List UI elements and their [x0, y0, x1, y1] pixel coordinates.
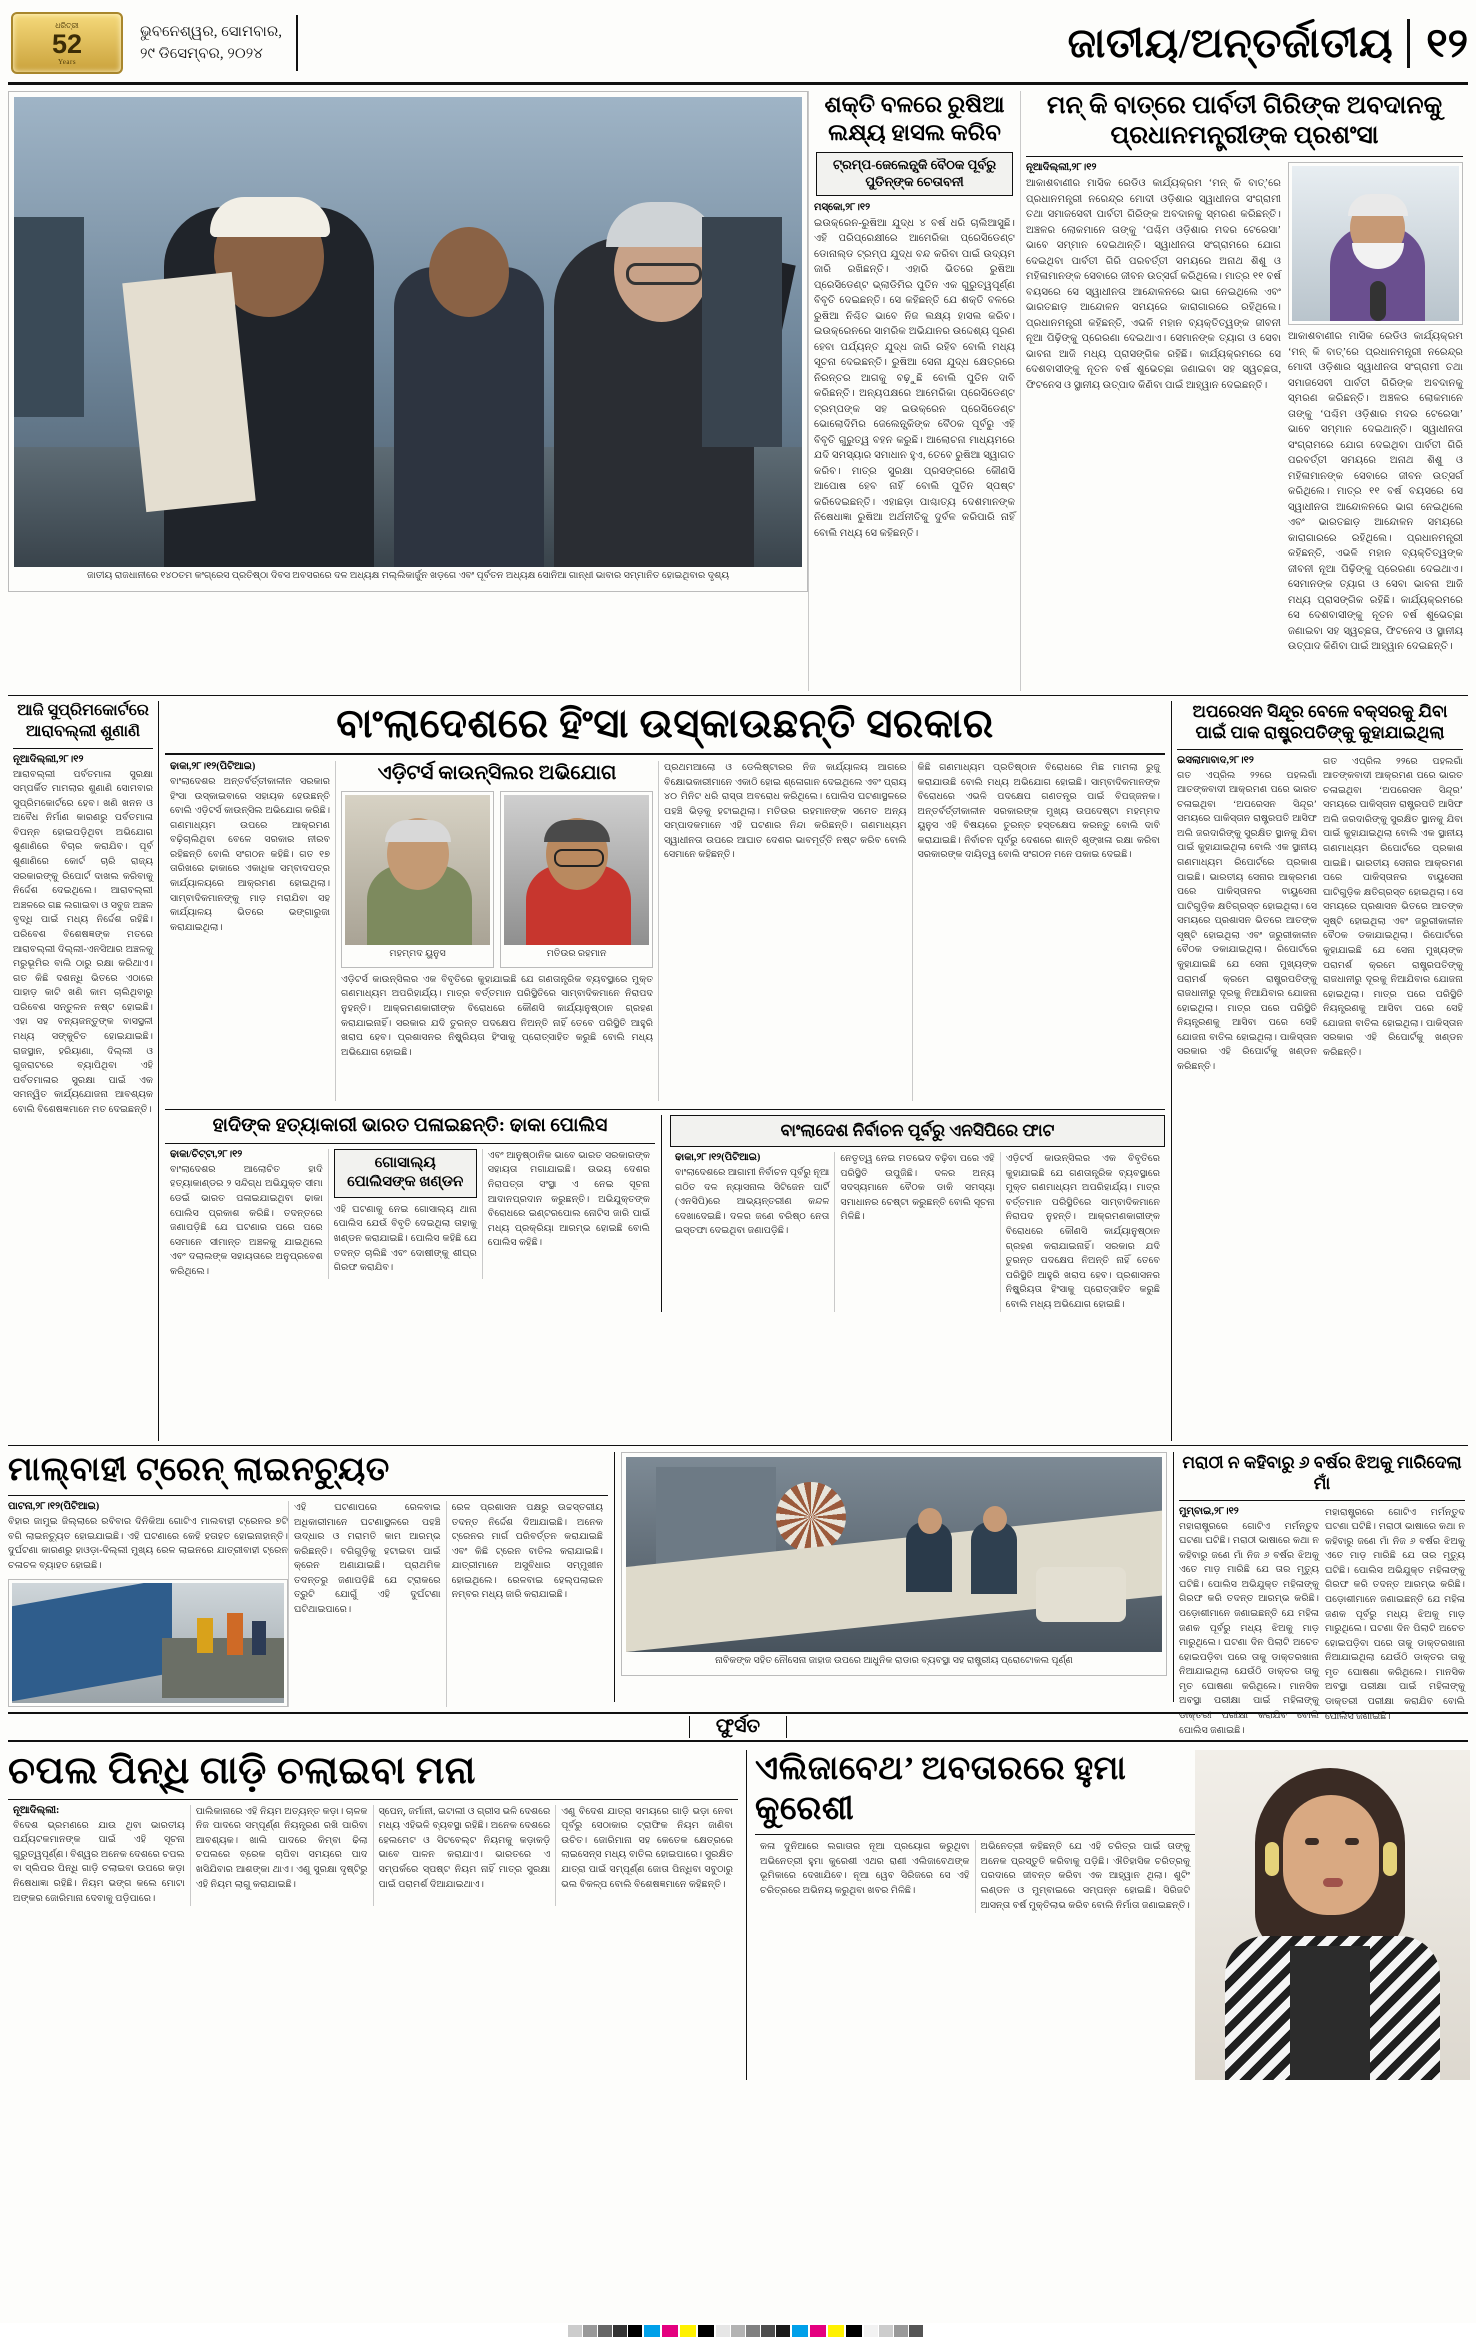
story-putin-subhead: ଟ୍ରମ୍ପ-ଜେଲେନ୍ସ୍କି ବୈଠକ ପୂର୍ବରୁ ପୁତିନ୍‌ଙ୍କ ଚେତାବନୀ: [816, 152, 1013, 196]
fursat-left-headline: ଚପଲ ପିନ୍ଧି ଗାଡ଼ି ଚଲାଇବା ମନା: [8, 1750, 476, 1792]
logo-title: ଧରିତ୍ରୀ: [55, 20, 79, 30]
swatch-cyan: [644, 2325, 660, 2337]
story-aravalli-body: ଆରାବଲ୍ଲୀ ପର୍ବତମାଳା ସୁରକ୍ଷା ସମ୍ପର୍କିତ ମାମଲାର ଶୁଣାଣି ସୋମବାର ସୁପ୍ରିମକୋର୍ଟରେ ହେବ। ଖଣି ଖନନ ଓ ଅବୈଧ ନିର୍ମାଣ କାରଣରୁ ପର୍ବତମାଳା ବିପନ୍ନ ହୋଇପଡ଼ିଥିବା ଅଭିଯୋଗ ଶୁଣାଣିରେ ବିଚାର କରାଯିବ। ପୂର୍ବ ଶୁଣାଣିରେ କୋର୍ଟ ଚାରି ରାଜ୍ୟ ସରକାରଙ୍କୁ ରିପୋର୍ଟ ଦାଖଲ କରିବାକୁ ନିର୍ଦ୍ଦେଶ ଦେଇଥିଲେ। ଆରାବଲ୍ଲୀ ଅଞ୍ଚଳରେ ଗଛ ଲଗାଇବା ଓ ସବୁଜ ଅଞ୍ଚଳ ବୃଦ୍ଧି ପାଇଁ ମଧ୍ୟ ନିର୍ଦ୍ଦେଶ ରହିଛି। ପରିବେଶ ବିଶେଷଜ୍ଞଙ୍କ ମତରେ ଆରାବଲ୍ଲୀ ଦିଲ୍ଲୀ-ଏନସିଆର ଅଞ୍ଚଳକୁ ମରୁଭୂମିର ବାଲି ଠାରୁ ରକ୍ଷା କରିଥାଏ। ଗତ କିଛି ଦଶନ୍ଧି ଭିତରେ ଏଠାରେ ପାହାଡ଼ କାଟି ଖଣି କାମ ଚାଲିଥିବାରୁ ପରିବେଶ ସନ୍ତୁଳନ ନଷ୍ଟ ହୋଇଛି। ଏହା ସହ ବନ୍ୟଜନ୍ତୁଙ୍କ ବାସସ୍ଥଳୀ ମଧ୍ୟ ସଙ୍କୁଚିତ ହୋଇଯାଇଛି। ରାଜସ୍ଥାନ, ହରିୟାଣା, ଦିଲ୍ଲୀ ଓ ଗୁଜରାଟରେ ବ୍ୟାପିଥିବା ଏହି ପର୍ବତମାଳାର ସୁରକ୍ଷା ପାଇଁ ଏକ ସମନ୍ୱିତ କାର୍ଯ୍ୟଯୋଜନା ଆବଶ୍ୟକ ବୋଲି ବିଶେଷଜ୍ଞମାନେ ମତ ଦେଇଛନ୍ତି।: [13, 768, 153, 1115]
print-registration-bar: [0, 2323, 1476, 2339]
fursat-band-title: ଫୁର୍ସତ: [689, 1716, 787, 1738]
fursat-left-dateline: ନୂଆଦିଲ୍ଲୀ:: [13, 1804, 60, 1816]
story-hadi-col2: ଏବଂ ଆନୁଷ୍ଠାନିକ ଭାବେ ଭାରତ ସରକାରଙ୍କ ସହାୟତା ମଗାଯାଇଛି। ଉଭୟ ଦେଶର ନିରାପତ୍ତା ସଂସ୍ଥା ଏ ନେଇ ସୂଚନା ଆଦାନପ୍ରଦାନ କରୁଛନ୍ତି। ଅଭିଯୁକ୍ତଙ୍କ ବିରୋଧରେ ଇଣ୍ଟରପୋଲ ନୋଟିସ ଜାରି ପାଇଁ ମଧ୍ୟ ପ୍ରକ୍ରିୟା ଆରମ୍ଭ ହୋଇଛି ବୋଲି ପୋଲିସ କହିଛି।: [487, 1149, 650, 1249]
story-election: [662, 1115, 1165, 1312]
story-sindoor-headline: ଅପରେସନ ସିନ୍ଦୂର ବେଳେ ବକ୍ସରକୁ ଯିବା ପାଇଁ ପାକ ରାଷ୍ଟ୍ରପତିଙ୍କୁ କୁହାଯାଇଥିଲା: [1192, 702, 1448, 743]
story-hadi-headline: ହାଦିଙ୍କ ହତ୍ୟାକାରୀ ଭାରତ ପଳାଇଛନ୍ତି: ଢାକା ପୋଲିସ: [212, 1115, 608, 1136]
train-photo: [12, 1583, 284, 1703]
story-election-col2: ନେତୃତ୍ୱ ନେଇ ମତଭେଦ ବଢ଼ିବା ପରେ ଏହି ପରିସ୍ଥିତି ଉପୁଜିଛି। ଦଳର ଅନ୍ୟ ସଦସ୍ୟମାନେ ବୈଠକ ଡାକି ସମସ୍ୟା ସମାଧାନର ଚେଷ୍ଟା କରୁଛନ୍ତି ବୋଲି ସୂଚନା ମିଳିଛି।: [840, 1153, 995, 1223]
story-modi-headline: ମନ୍ କି ବାତ୍‌ରେ ପାର୍ବତୀ ଗିରିଙ୍କ ଅବଦାନକୁ ପ୍ରଧାନମନ୍ତ୍ରୀଙ୍କ ପ୍ରଶଂସା: [1046, 92, 1443, 149]
navy-photo-caption: ନାବିକଙ୍କ ସହିତ ନୌସେନା ଜାହାଜ ଉପରେ ଆଧୁନିକ ରାଡାର ବ୍ୟବସ୍ଥା ସହ ରାଷ୍ଟ୍ରୀୟ ପ୍ରୋଟୋକଲ ପୂର୍ଣ୍ଣ: [715, 1656, 1073, 1666]
story-modi-dateline: ନୂଆଦିଲ୍ଲୀ,୨୮।୧୨: [1026, 162, 1097, 173]
section-name: ଜାତୀୟ/ଅନ୍ତର୍ଜାତୀୟ: [1067, 19, 1394, 66]
fursat-left-col1: ବିଦେଶ ଭ୍ରମଣରେ ଯାଉ ଥିବା ଭାରତୀୟ ପର୍ଯ୍ୟଟକମାନଙ୍କ ପାଇଁ ଏହି ସୂଚନା ଗୁରୁତ୍ୱପୂର୍ଣ୍ଣ। ବିଶ୍ୱର ଅନେକ ଦେଶରେ ଚପଲ ବା ସ୍ଲିପର ପିନ୍ଧି ଗାଡ଼ି ଚଲାଇବା ଉପରେ କଡ଼ା ନିଷେଧାଜ୍ଞା ରହିଛି। ନିୟମ ଭଙ୍ଗ କଲେ ମୋଟା ଅଙ୍କର ଜୋରିମାନା ଦେବାକୁ ପଡ଼ିପାରେ।: [13, 1819, 185, 1904]
story-police-body: ଏହି ଘଟଣାକୁ ନେଇ ଗୋସାଲ୍ୟ ଥାନା ପୋଲିସ ଯେଉଁ ବିବୃତି ଦେଇଥିଲା ତାହାକୁ ଖଣ୍ଡନ କରାଯାଇଛି। ପୋଲିସ କହିଛି ଯେ ତଦନ୍ତ ଚାଲିଛି ଏବଂ ଦୋଷୀଙ୍କୁ ଶୀଘ୍ର ଗିରଫ କରାଯିବ।: [333, 1203, 477, 1274]
story-sindoor-dateline: ଇସଲାମାବାଦ,୨୮।୧୨: [1177, 754, 1254, 766]
fursat-right-col1: କଳା ଦୁନିଆରେ ଲଗାତାର ନୂଆ ପ୍ରୟୋଗ କରୁଥିବା ଅଭିନେତ୍ରୀ ହୁମା କୁରେଶୀ ଏଥର ରାଣୀ ଏଲିଜାବେଥଙ୍କ ଭୂମିକାରେ ଦେଖାଯିବେ। ନୂଆ ୱେବ ସିରିଜରେ ସେ ଏହି ଚରିତ୍ରରେ ଅଭିନୟ କରୁଥିବା ଖବର ମିଳିଛି।: [760, 1841, 970, 1896]
story-hadi: [165, 1115, 662, 1312]
navy-photo: [626, 1457, 1162, 1652]
section-header: [1068, 19, 1468, 68]
swatch-black-2: [846, 2325, 862, 2337]
logo-years-label: Years: [57, 57, 77, 66]
masthead: [8, 6, 1468, 85]
story-mother-dateline: ମୁମ୍ବାଇ,୨୮।୧୨: [1179, 1505, 1239, 1517]
story-election-dateline: ଢାକା,୨୮।୧୨(ପିଟିଆଇ): [675, 1152, 761, 1164]
swatch-magenta: [662, 2325, 678, 2337]
story-aravalli-headline: ଆଜି ସୁପ୍ରିମକୋର୍ଟରେ ଆରାବଲ୍ଲୀ ଶୁଣାଣି: [17, 702, 149, 740]
swatch-magenta-2: [810, 2325, 826, 2337]
fursat-left: [8, 1750, 747, 2080]
story-modi: [1020, 91, 1468, 691]
story-bangladesh-col3: ପ୍ରଥମଆଲୋ ଓ ଡେଲିଷ୍ଟାରର ନିଜ କାର୍ଯ୍ୟାଳୟ ଆଗରେ ବିକ୍ଷୋଭକାରୀମାନେ ଏକାଠି ହୋଇ ଶ୍ଳୋଗାନ ଦେଇଥିଲେ ଏବଂ ପ୍ରାୟ ୪୦ ମିନିଟ ଧରି ରାସ୍ତା ଅବରୋଧ କରିଥିଲେ। ପୋଲିସ ଘଟଣାସ୍ଥଳରେ ପହଞ୍ଚି ଭିଡ଼କୁ ହଟାଇଥିଲା। ମତିଉର ରହମାନଙ୍କ ସମେତ ଅନ୍ୟ ସମ୍ପାଦକମାନେ ଏହି ଘଟଣାର ନିନ୍ଦା କରିଛନ୍ତି। ଗଣମାଧ୍ୟମ ସ୍ୱାଧୀନତା ଉପରେ ଆଘାତ ଦେଶର ଭାବମୂର୍ତ୍ତି ନଷ୍ଟ କରିବ ବୋଲି ସେମାନେ କହିଛନ୍ତି।: [664, 762, 907, 861]
story-train: [8, 1452, 615, 1702]
page-number: ୧୨: [1407, 19, 1468, 68]
story-police-headline: ଗୋସାଲ୍ୟ ପୋଲିସଙ୍କ ଖଣ୍ଡନ: [334, 1149, 477, 1198]
rahman-photo: [504, 795, 649, 945]
fursat-left-col2: ପାଲିକାନାରେ ଏହି ନିୟମ ଅତ୍ୟନ୍ତ କଡ଼ା। ଚାଳକ ନିଜ ପାଦରେ ସମ୍ପୂର୍ଣ୍ଣ ନିୟନ୍ତ୍ରଣ ରଖି ପାରିବା ଆବଶ୍ୟକ। ଖାଲି ପାଦରେ କିମ୍ବା ଢିଲା ଚପଲରେ ବ୍ରେକ ଚାପିବା ସମୟରେ ପାଦ ଖସିଯିବାର ଆଶଙ୍କା ଥାଏ। ଏଣୁ ସୁରକ୍ଷା ଦୃଷ୍ଟିରୁ ଏହି ନିୟମ ଲାଗୁ କରାଯାଇଛି।: [195, 1805, 368, 1890]
lead-photo: [14, 97, 802, 567]
story-train-col2: ଏହି ଘଟଣାପରେ ରେଳବାଇ ଅଧିକାରୀମାନେ ଘଟଣାସ୍ଥଳରେ ପହଞ୍ଚି ଉଦ୍ଧାର ଓ ମରାମତି କାମ ଆରମ୍ଭ କରିଛନ୍ତି। ବଗିଗୁଡ଼ିକୁ ହଟାଇବା ପାଇଁ କ୍ରେନ ଅଣାଯାଇଛି। ପ୍ରାଥମିକ ତଦନ୍ତରୁ ଜଣାପଡ଼ିଛି ଯେ ଟ୍ରାକରେ ତ୍ରୁଟି ଯୋଗୁଁ ଏହି ଦୁର୍ଘଟଣା ଘଟିଥାଇପାରେ।: [294, 1501, 441, 1615]
story-mother: [1174, 1452, 1470, 1736]
yunus-photo: [345, 795, 490, 945]
fursat-left-col4: ଏଣୁ ବିଦେଶ ଯାତ୍ରା ସମୟରେ ଗାଡ଼ି ଭଡ଼ା ନେବା ପୂର୍ବରୁ ସେଠାକାର ଟ୍ରାଫିକ ନିୟମ ଜାଣିବା ଉଚିତ। ଜୋରିମାନା ସହ କେତେକ କ୍ଷେତ୍ରରେ ଲାଇସେନ୍ସ ମଧ୍ୟ ବାତିଲ ହୋଇପାରେ। ସୁରକ୍ଷିତ ଯାତ୍ରା ପାଇଁ ସମ୍ପୂର୍ଣ୍ଣ ଜୋତା ପିନ୍ଧିବା ସବୁଠାରୁ ଭଲ ବିକଳ୍ପ ବୋଲି ବିଶେଷଜ୍ଞମାନେ କହିଛନ୍ତି।: [561, 1805, 733, 1890]
place-date-block: [126, 15, 298, 71]
story-bangladesh-headline: ବାଂଲାଦେଶରେ ହିଂସା ଉସ୍କାଉଛନ୍ତି ସରକାର: [165, 701, 1165, 755]
story-hadi-col1: ବାଂଲାଦେଶର ଆଲୋଚିତ ହାଦି ହତ୍ୟାକାଣ୍ଡର ୨ ସନ୍ଦିଗ୍ଧ ଅଭିଯୁକ୍ତ ସୀମା ଡେଇଁ ଭାରତ ପଳାଇଯାଇଥିବା ଢାକା ପୋଲିସ ପ୍ରକାଶ କରିଛି। ତଦନ୍ତରେ ଜଣାପଡ଼ିଛି ଯେ ଘଟଣାର ପରେ ପରେ ସେମାନେ ସୀମାନ୍ତ ଅଞ୍ଚଳକୁ ଯାଇଥିଲେ ଏବଂ ଦଲାଲଙ୍କ ସହାୟତାରେ ଅନୁପ୍ରବେଶ କରିଥିଲେ।: [170, 1163, 323, 1277]
story-bangladesh-kicker: ଏଡ଼ିଟର୍ସ କାଉନ୍ସିଲର ଅଭିଯୋଗ: [377, 762, 617, 784]
story-election-headline: ବାଂଲାଦେଶ ନିର୍ବାଚନ ପୂର୍ବରୁ ଏନସିପିରେ ଫାଟ: [670, 1115, 1165, 1147]
publication-logo: [8, 10, 126, 76]
story-election-col3: ଏଡ଼ିଟର୍ସ କାଉନ୍ସିଲର ଏକ ବିବୃତିରେ କୁହାଯାଇଛି ଯେ ଗଣତାନ୍ତ୍ରିକ ବ୍ୟବସ୍ଥାରେ ମୁକ୍ତ ଗଣମାଧ୍ୟମ ଅପରିହାର୍ଯ୍ୟ। ମାତ୍ର ବର୍ତ୍ତମାନ ପରିସ୍ଥିତିରେ ସାମ୍ବାଦିକମାନେ ନିରାପଦ ନୁହନ୍ତି। ଆକ୍ରମଣକାରୀଙ୍କ ବିରୋଧରେ କୌଣସି କାର୍ଯ୍ୟାନୁଷ୍ଠାନ ଗ୍ରହଣ କରାଯାଇନାହିଁ। ସରକାର ଯଦି ତୁରନ୍ତ ପଦକ୍ଷେପ ନିଅନ୍ତି ନାହିଁ ତେବେ ପରିସ୍ଥିତି ଆହୁରି ଖରାପ ହେବ। ପ୍ରଶାସନର ନିଷ୍କ୍ରିୟତା ହିଂସାକୁ ପ୍ରୋତ୍ସାହିତ କରୁଛି ବୋଲି ମଧ୍ୟ ଅଭିଯୋଗ ହୋଇଛି।: [1005, 1153, 1160, 1310]
lead-photo-block: [8, 91, 808, 691]
story-bangladesh-col1: ବାଂଲାଦେଶର ଅନ୍ତର୍ବର୍ତ୍ତୀକାଳୀନ ସରକାର ହିଂସା ଉସ୍କାଇବାରେ ସହାୟକ ହେଉଛନ୍ତି ବୋଲି ଏଡ଼ିଟର୍ସ କାଉନ୍ସିଲ ଅଭିଯୋଗ କରିଛି। ଗଣମାଧ୍ୟମ ଉପରେ ଆକ୍ରମଣ ବଢ଼ିଚାଲିଥିବା ବେଳେ ସରକାର ନୀରବ ରହିଛନ୍ତି ବୋଲି ସଂଗଠନ କହିଛି। ଗତ ୧୭ ତାରିଖରେ ଢାକାରେ ଏକାଧିକ ସମ୍ବାଦପତ୍ର କାର୍ଯ୍ୟାଳୟରେ ଆକ୍ରମଣ ହୋଇଥିଲା। ସାମ୍ବାଦିକମାନଙ୍କୁ ମାଡ଼ ମରାଯିବା ସହ କାର୍ଯ୍ୟାଳୟ ଭିତରେ ଭଙ୍ଗାରୁଜା କରାଯାଇଥିଲା।: [170, 776, 331, 933]
story-mother-headline: ମରାଠୀ ନ କହିବାରୁ ୬ ବର୍ଷର ଝିଅକୁ ମାରିଦେଲା ମାଁ: [1182, 1453, 1462, 1494]
story-sindoor-col2: ଗତ ଏପ୍ରିଲ ୨୨ରେ ପହଲଗାଁ ଆତଙ୍କବାଦୀ ଆକ୍ରମଣ ପରେ ଭାରତ ଚଳାଇଥିବା ‘ଅପରେସନ ସିନ୍ଦୂର’ ସମୟରେ ପାକିସ୍ତାନ ରାଷ୍ଟ୍ରପତି ଆସିଫ ଅଲି ଜରଦାରିଙ୍କୁ ସୁରକ୍ଷିତ ସ୍ଥାନକୁ ଯିବା ପାଇଁ କୁହାଯାଇଥିଲା ବୋଲି ଏକ ସ୍ଥାନୀୟ ଗଣମାଧ୍ୟମ ରିପୋର୍ଟରେ ପ୍ରକାଶ ପାଇଛି। ଭାରତୀୟ ସେନାର ଆକ୍ରମଣ ପରେ ପାକିସ୍ତାନର ବାୟୁସେନା ଘାଟିଗୁଡ଼ିକ କ୍ଷତିଗ୍ରସ୍ତ ହୋଇଥିଲା। ସେ ସମୟରେ ପ୍ରଶାସନ ଭିତରେ ଆତଙ୍କ ସୃଷ୍ଟି ହୋଇଥିଲା ଏବଂ ଜରୁରୀକାଳୀନ ବୈଠକ ଡକାଯାଇଥିଲା। ରିପୋର୍ଟରେ କୁହାଯାଇଛି ଯେ ସେନା ମୁଖ୍ୟଙ୍କ ପରାମର୍ଶ କ୍ରମେ ରାଷ୍ଟ୍ରପତିଙ୍କୁ ରାଜଧାନୀରୁ ଦୂରକୁ ନିଆଯିବାର ଯୋଜନା ହୋଇଥିଲା। ମାତ୍ର ପରେ ପରିସ୍ଥିତି ନିୟନ୍ତ୍ରଣକୁ ଆସିବା ପରେ ସେହି ଯୋଜନା ବାତିଲ ହୋଇଥିଲା। ପାକିସ୍ତାନ ସରକାର ଏହି ରିପୋର୍ଟକୁ ଖଣ୍ଡନ କରିଛନ୍ତି।: [1323, 755, 1463, 1059]
modi-photo: [1292, 166, 1459, 321]
story-aravalli-dateline: ନୂଆଦିଲ୍ଲୀ,୨୮।୧୨: [13, 753, 84, 765]
story-train-col3: ରେଳ ପ୍ରଶାସନ ପକ୍ଷରୁ ଉଚ୍ଚସ୍ତରୀୟ ତଦନ୍ତ ନିର୍ଦ୍ଦେଶ ଦିଆଯାଇଛି। ଅନେକ ଟ୍ରେନର ମାର୍ଗ ପରିବର୍ତ୍ତନ କରାଯାଇଛି ଏବଂ କିଛି ଟ୍ରେନ ବାତିଲ କରାଯାଇଛି। ଯାତ୍ରୀମାନେ ଅସୁବିଧାର ସମ୍ମୁଖୀନ ହୋଇଥିଲେ। ରେଳବାଇ ହେଲ୍ପଲାଇନ ନମ୍ବର ମଧ୍ୟ ଜାରି କରାଯାଇଛି।: [451, 1501, 603, 1601]
story-bangladesh-dateline: ଢାକା,୨୮।୧୨(ପିଟିଆଇ): [170, 761, 256, 772]
story-sindoor-col1: ଗତ ଏପ୍ରିଲ ୨୨ରେ ପହଲଗାଁ ଆତଙ୍କବାଦୀ ଆକ୍ରମଣ ପରେ ଭାରତ ଚଳାଇଥିବା ‘ଅପରେସନ ସିନ୍ଦୂର’ ସମୟରେ ପାକିସ୍ତାନ ରାଷ୍ଟ୍ରପତି ଆସିଫ ଅଲି ଜରଦାରିଙ୍କୁ ସୁରକ୍ଷିତ ସ୍ଥାନକୁ ଯିବା ପାଇଁ କୁହାଯାଇଥିଲା ବୋଲି ଏକ ସ୍ଥାନୀୟ ଗଣମାଧ୍ୟମ ରିପୋର୍ଟରେ ପ୍ରକାଶ ପାଇଛି। ଭାରତୀୟ ସେନାର ଆକ୍ରମଣ ପରେ ପାକିସ୍ତାନର ବାୟୁସେନା ଘାଟିଗୁଡ଼ିକ କ୍ଷତିଗ୍ରସ୍ତ ହୋଇଥିଲା। ସେ ସମୟରେ ପ୍ରଶାସନ ଭିତରେ ଆତଙ୍କ ସୃଷ୍ଟି ହୋଇଥିଲା ଏବଂ ଜରୁରୀକାଳୀନ ବୈଠକ ଡକାଯାଇଥିଲା। ରିପୋର୍ଟରେ କୁହାଯାଇଛି ଯେ ସେନା ମୁଖ୍ୟଙ୍କ ପରାମର୍ଶ କ୍ରମେ ରାଷ୍ଟ୍ରପତିଙ୍କୁ ରାଜଧାନୀରୁ ଦୂରକୁ ନିଆଯିବାର ଯୋଜନା ହୋଇଥିଲା। ମାତ୍ର ପରେ ପରିସ୍ଥିତି ନିୟନ୍ତ୍ରଣକୁ ଆସିବା ପରେ ସେହି ଯୋଜନା ବାତିଲ ହୋଇଥିଲା। ପାକିସ୍ତାନ ସରକାର ଏହି ରିପୋର୍ଟକୁ ଖଣ୍ଡନ କରିଛନ୍ତି।: [1177, 769, 1317, 1073]
story-modi-body-2: ଆକାଶବାଣୀର ମାସିକ ରେଡିଓ କାର୍ଯ୍ୟକ୍ରମ ‘ମନ୍ କି ବାତ୍‌’ରେ ପ୍ରଧାନମନ୍ତ୍ରୀ ନରେନ୍ଦ୍ର ମୋଦୀ ଓଡ଼ିଶାର ସ୍ୱାଧୀନତା ସଂଗ୍ରାମୀ ତଥା ସମାଜସେବୀ ପାର୍ବତୀ ଗିରିଙ୍କ ଅବଦାନକୁ ସ୍ମରଣ କରିଛନ୍ତି। ଅଞ୍ଚଳର ଲୋକମାନେ ତାଙ୍କୁ ‘ପଶ୍ଚିମ ଓଡ଼ିଶାର ମଦର ଟେରେସା’ ଭାବେ ସମ୍ମାନ ଦେଇଥାନ୍ତି। ସ୍ୱାଧୀନତା ସଂଗ୍ରାମରେ ଯୋଗ ଦେଇଥିବା ପାର୍ବତୀ ଗିରି ପରବର୍ତ୍ତୀ ସମୟରେ ଅନାଥ ଶିଶୁ ଓ ମହିଳାମାନଙ୍କ ସେବାରେ ଜୀବନ ଉତ୍ସର୍ଗ କରିଥିଲେ। ମାତ୍ର ୧୧ ବର୍ଷ ବୟସରେ ସେ ସ୍ୱାଧୀନତା ଆନ୍ଦୋଳନରେ ଭାଗ ନେଇଥିଲେ ଏବଂ ଭାରତଛାଡ଼ ଆନ୍ଦୋଳନ ସମୟରେ କାରାଗାରରେ ରହିଥିଲେ। ପ୍ରଧାନମନ୍ତ୍ରୀ କହିଛନ୍ତି, ଏଭଳି ମହାନ ବ୍ୟକ୍ତିତ୍ୱଙ୍କ ଜୀବନୀ ନୂଆ ପିଢ଼ିଙ୍କୁ ପ୍ରେରଣା ଦେଇଥାଏ। ସେମାନଙ୍କ ତ୍ୟାଗ ଓ ସେବା ଭାବନା ଆଜି ମଧ୍ୟ ପ୍ରାସଙ୍ଗିକ ରହିଛି। କାର୍ଯ୍ୟକ୍ରମରେ ସେ ଦେଶବାସୀଙ୍କୁ ନୂତନ ବର୍ଷ ଶୁଭେଚ୍ଛା ଜଣାଇବା ସହ ସ୍ୱଚ୍ଛତା, ଫିଟନେସ ଓ ସ୍ଥାନୀୟ ଉତ୍ପାଦ କିଣିବା ପାଇଁ ଆହ୍ୱାନ ଦେଇଛନ୍ତି।: [1288, 331, 1463, 652]
grey-scale-right: [864, 2325, 923, 2337]
story-bangladesh-col4: କିଛି ଗଣମାଧ୍ୟମ ପ୍ରତିଷ୍ଠାନ ବିରୋଧରେ ମିଛ ମାମଲା ରୁଜୁ କରାଯାଉଛି ବୋଲି ମଧ୍ୟ ଅଭିଯୋଗ ହୋଇଛି। ସାମ୍ବାଦିକମାନଙ୍କ ବିରୋଧରେ ଏଭଳି ପଦକ୍ଷେପ ଗଣତନ୍ତ୍ର ପାଇଁ ବିପଜ୍ଜନକ। ଅନ୍ତର୍ବର୍ତ୍ତୀକାଳୀନ ସରକାରଙ୍କ ମୁଖ୍ୟ ଉପଦେଷ୍ଟା ମହମ୍ମଦ ୟୁନୁସ ଏହି ବିଷୟରେ ତୁରନ୍ତ ହସ୍ତକ୍ଷେପ କରନ୍ତୁ ବୋଲି ଦାବି କରାଯାଇଛି। ନିର୍ବାଚନ ପୂର୍ବରୁ ଦେଶରେ ଶାନ୍ତି ଶୃଙ୍ଖଳା ରକ୍ଷା କରିବା ସରକାରଙ୍କ ଦାୟିତ୍ୱ ବୋଲି ସଂଗଠନ ମନେ ପକାଇ ଦେଇଛି।: [917, 762, 1160, 861]
story-putin-body: ଇଉକ୍ରେନ-ରୁଷିଆ ଯୁଦ୍ଧ ୪ ବର୍ଷ ଧରି ଚାଲିଆସୁଛି। ଏହି ପରିପ୍ରେକ୍ଷୀରେ ଆମେରିକା ପ୍ରେସିଡେଣ୍ଟ ଡୋନାଲ୍ଡ ଟ୍ରମ୍ପ ଯୁଦ୍ଧ ବନ୍ଦ କରିବା ପାଇଁ ଉଦ୍ୟମ ଜାରି ରଖିଛନ୍ତି। ଏହାରି ଭିତରେ ରୁଷିଆ ପ୍ରେସିଡେଣ୍ଟ ଭ୍ଲାଡିମିର ପୁତିନ ଏକ ଗୁରୁତ୍ୱପୂର୍ଣ୍ଣ ବିବୃତି ଦେଇଛନ୍ତି। ସେ କହିଛନ୍ତି ଯେ ଶକ୍ତି ବଳରେ ରୁଷିଆ ନିଶ୍ଚିତ ଭାବେ ନିଜ ଲକ୍ଷ୍ୟ ହାସଲ କରିବ। ଇଉକ୍ରେନରେ ସାମରିକ ଅଭିଯାନର ଉଦ୍ଦେଶ୍ୟ ପୂରଣ ହେବା ପର୍ଯ୍ୟନ୍ତ ଯୁଦ୍ଧ ଜାରି ରହିବ ବୋଲି ମଧ୍ୟ ସୂଚନା ଦେଇଛନ୍ତି। ରୁଷିଆ ସେନା ଯୁଦ୍ଧ କ୍ଷେତ୍ରରେ ନିରନ୍ତର ଆଗକୁ ବଢ଼ୁଛି ବୋଲି ପୁତିନ ଦାବି କରିଛନ୍ତି। ଅନ୍ୟପକ୍ଷରେ ଆମେରିକା ପ୍ରେସିଡେଣ୍ଟ ଟ୍ରମ୍ପଙ୍କ ସହ ଇଉକ୍ରେନ ପ୍ରେସିଡେଣ୍ଟ ଭୋଲୋଦିମିର ଜେଲେନ୍ସ୍କିଙ୍କ ବୈଠକ ପୂର୍ବରୁ ଏହି ବିବୃତି ଗୁରୁତ୍ୱ ବହନ କରୁଛି। ଆଲୋଚନା ମାଧ୍ୟମରେ ଯଦି ସମସ୍ୟାର ସମାଧାନ ହୁଏ, ତେବେ ରୁଷିଆ ସ୍ୱାଗତ କରିବ। ମାତ୍ର ସୁରକ୍ଷା ପ୍ରସଙ୍ଗରେ କୌଣସି ଆପୋଷ ହେବ ନାହିଁ ବୋଲି ପୁତିନ ସ୍ପଷ୍ଟ କରିଦେଇଛନ୍ତି। ଏହାଛଡ଼ା ପାଶ୍ଚାତ୍ୟ ଦେଶମାନଙ୍କ ନିଷେଧାଜ୍ଞା ରୁଷିଆ ଅର୍ଥନୀତିକୁ ଦୁର୍ବଳ କରିପାରି ନାହିଁ ବୋଲି ମଧ୍ୟ ସେ କହିଛନ୍ତି।: [814, 217, 1015, 539]
story-bangladesh-col2: ଏଡ଼ିଟର୍ସ କାଉନ୍ସିଲର ଏକ ବିବୃତିରେ କୁହାଯାଇଛି ଯେ ଗଣତାନ୍ତ୍ରିକ ବ୍ୟବସ୍ଥାରେ ମୁକ୍ତ ଗଣମାଧ୍ୟମ ଅପରିହାର୍ଯ୍ୟ। ମାତ୍ର ବର୍ତ୍ତମାନ ପରିସ୍ଥିତିରେ ସାମ୍ବାଦିକମାନେ ନିରାପଦ ନୁହନ୍ତି। ଆକ୍ରମଣକାରୀଙ୍କ ବିରୋଧରେ କୌଣସି କାର୍ଯ୍ୟାନୁଷ୍ଠାନ ଗ୍ରହଣ କରାଯାଇନାହିଁ। ସରକାର ଯଦି ତୁରନ୍ତ ପଦକ୍ଷେପ ନିଅନ୍ତି ନାହିଁ ତେବେ ପରିସ୍ଥିତି ଆହୁରି ଖରାପ ହେବ। ପ୍ରଶାସନର ନିଷ୍କ୍ରିୟତା ହିଂସାକୁ ପ୍ରୋତ୍ସାହିତ କରୁଛି ବୋଲି ମଧ୍ୟ ଅଭିଯୋଗ ହୋଇଛି।: [341, 973, 654, 1058]
swatch-cyan-2: [792, 2325, 808, 2337]
story-putin-dateline: ମସ୍କୋ,୨୮।୧୨: [814, 201, 871, 213]
lead-photo-caption: ଜାତୀୟ ରାଜଧାନୀରେ ୧୪୦ତମ କଂଗ୍ରେସ ପ୍ରତିଷ୍ଠା ଦିବସ ଅବସରରେ ଦଳ ଅଧ୍ୟକ୍ଷ ମଲ୍ଲିକାର୍ଜୁନ ଖଡ଼ଗେ ଏବଂ ପୂର୍ବତନ ଅଧ୍ୟକ୍ଷ ସୋନିଆ ଗାନ୍ଧୀ ଭାବାର ସମ୍ମାନିତ ହୋଇଥିବାର ଦୃଶ୍ୟ: [86, 571, 730, 581]
story-train-col1: ବିହାର ଜାମୁଇ ଜିଲ୍ଲାରେ ରବିବାର ଦିନିକିଆ ଗୋଟିଏ ମାଲବାହୀ ଟ୍ରେନର ୭ଟି ବଗି ଲାଇନଚ୍ୟୁତ ହୋଇଯାଇଛି। ଏହି ଘଟଣାରେ କେହି ହତାହତ ହୋଇନାହାନ୍ତି। ଦୁର୍ଘଟଣା କାରଣରୁ ହାଓଡ଼ା-ଦିଲ୍ଲୀ ମୁଖ୍ୟ ରେଳ ଲାଇନରେ ଯାତ୍ରୀବାହୀ ଟ୍ରେନ ଚଳାଚଳ ବ୍ୟାହତ ହୋଇଛି।: [8, 1515, 288, 1571]
date-line: ୨୯ ଡିସେମ୍ବର, ୨୦୨୪: [140, 46, 263, 62]
story-sindoor: [1172, 701, 1468, 1441]
rahman-caption: ମତିଉର ରହମାନ: [546, 949, 607, 959]
story-aravalli: [8, 701, 158, 1441]
story-train-dateline: ପାଟନା,୨୮।୧୨(ପିଟିଆଇ): [8, 1500, 100, 1512]
fursat-left-col3: ସ୍ପେନ୍, ଜର୍ମାନୀ, ଇଟାଲୀ ଓ ଗ୍ରୀସ ଭଳି ଦେଶରେ ମଧ୍ୟ ଏହିଭଳି ବ୍ୟବସ୍ଥା ରହିଛି। ଅନେକ ଦେଶରେ ହେଲମେଟ ଓ ସିଟବେଲ୍ଟ ନିୟମକୁ କଡ଼ାକଡ଼ି ଭାବେ ପାଳନ କରାଯାଏ। ଭାରତରେ ଏ ସମ୍ପର୍କରେ ସ୍ପଷ୍ଟ ନିୟମ ନାହିଁ ମାତ୍ର ସୁରକ୍ଷା ପାଇଁ ପରାମର୍ଶ ଦିଆଯାଇଥାଏ।: [378, 1805, 551, 1890]
story-putin-headline: ଶକ୍ତି ବଳରେ ରୁଷିଆ ଲକ୍ଷ୍ୟ ହାସଲ କରିବ: [824, 92, 1005, 145]
grey-scale-mid: [716, 2325, 790, 2337]
story-mother-col2: ମହାରାଷ୍ଟ୍ରରେ ଗୋଟିଏ ମର୍ମନ୍ତୁଦ ଘଟଣା ଘଟିଛି। ମରାଠୀ ଭାଷାରେ କଥା ନ କହିବାରୁ ଜଣେ ମାଁ ନିଜ ୬ ବର୍ଷର ଝିଅକୁ ଏତେ ମାଡ଼ ମାରିଛି ଯେ ତାର ମୃତ୍ୟୁ ଘଟିଛି। ପୋଲିସ ଅଭିଯୁକ୍ତ ମହିଳାଙ୍କୁ ଗିରଫ କରି ତଦନ୍ତ ଆରମ୍ଭ କରିଛି। ପଡ଼ୋଶୀମାନେ ଜଣାଇଛନ୍ତି ଯେ ମହିଳା ଜଣକ ପୂର୍ବରୁ ମଧ୍ୟ ଝିଅକୁ ମାଡ଼ ମାରୁଥିଲେ। ଘଟଣା ଦିନ ପିଲାଟି ଅଚେତ ହୋଇପଡ଼ିବା ପରେ ତାକୁ ଡାକ୍ତରଖାନା ନିଆଯାଇଥିଲା ଯେଉଁଠି ଡାକ୍ତର ତାକୁ ମୃତ ଘୋଷଣା କରିଥିଲେ। ମାନସିକ ଅବସ୍ଥା ପରୀକ୍ଷା ପାଇଁ ମହିଳାଙ୍କୁ ଡାକ୍ତରୀ ପରୀକ୍ଷା କରାଯିବ ବୋଲି ପୋଲିସ ଜଣାଇଛି।: [1325, 1506, 1465, 1722]
story-modi-body: ଆକାଶବାଣୀର ମାସିକ ରେଡିଓ କାର୍ଯ୍ୟକ୍ରମ ‘ମନ୍ କି ବାତ୍‌’ରେ ପ୍ରଧାନମନ୍ତ୍ରୀ ନରେନ୍ଦ୍ର ମୋଦୀ ଓଡ଼ିଶାର ସ୍ୱାଧୀନତା ସଂଗ୍ରାମୀ ତଥା ସମାଜସେବୀ ପାର୍ବତୀ ଗିରିଙ୍କ ଅବଦାନକୁ ସ୍ମରଣ କରିଛନ୍ତି। ଅଞ୍ଚଳର ଲୋକମାନେ ତାଙ୍କୁ ‘ପଶ୍ଚିମ ଓଡ଼ିଶାର ମଦର ଟେରେସା’ ଭାବେ ସମ୍ମାନ ଦେଇଥାନ୍ତି। ସ୍ୱାଧୀନତା ସଂଗ୍ରାମରେ ଯୋଗ ଦେଇଥିବା ପାର୍ବତୀ ଗିରି ପରବର୍ତ୍ତୀ ସମୟରେ ଅନାଥ ଶିଶୁ ଓ ମହିଳାମାନଙ୍କ ସେବାରେ ଜୀବନ ଉତ୍ସର୍ଗ କରିଥିଲେ। ମାତ୍ର ୧୧ ବର୍ଷ ବୟସରେ ସେ ସ୍ୱାଧୀନତା ଆନ୍ଦୋଳନରେ ଭାଗ ନେଇଥିଲେ ଏବଂ ଭାରତଛାଡ଼ ଆନ୍ଦୋଳନ ସମୟରେ କାରାଗାରରେ ରହିଥିଲେ। ପ୍ରଧାନମନ୍ତ୍ରୀ କହିଛନ୍ତି, ଏଭଳି ମହାନ ବ୍ୟକ୍ତିତ୍ୱଙ୍କ ଜୀବନୀ ନୂଆ ପିଢ଼ିଙ୍କୁ ପ୍ରେରଣା ଦେଇଥାଏ। ସେମାନଙ୍କ ତ୍ୟାଗ ଓ ସେବା ଭାବନା ଆଜି ମଧ୍ୟ ପ୍ରାସଙ୍ଗିକ ରହିଛି। କାର୍ଯ୍ୟକ୍ରମରେ ସେ ଦେଶବାସୀଙ୍କୁ ନୂତନ ବର୍ଷ ଶୁଭେଚ୍ଛା ଜଣାଇବା ସହ ସ୍ୱଚ୍ଛତା, ଫିଟନେସ ଓ ସ୍ଥାନୀୟ ଉତ୍ପାଦ କିଣିବା ପାଇଁ ଆହ୍ୱାନ ଦେଇଛନ୍ତି।: [1026, 178, 1281, 391]
story-train-headline: ମାଲ୍‌ବାହୀ ଟ୍ରେନ୍ ଲାଇନଚ୍ୟୁତ: [8, 1452, 390, 1488]
huma-qureshi-photo: [1195, 1750, 1470, 2080]
story-mother-col1: ମହାରାଷ୍ଟ୍ରରେ ଗୋଟିଏ ମର୍ମନ୍ତୁଦ ଘଟଣା ଘଟିଛି। ମରାଠୀ ଭାଷାରେ କଥା ନ କହିବାରୁ ଜଣେ ମାଁ ନିଜ ୬ ବର୍ଷର ଝିଅକୁ ଏତେ ମାଡ଼ ମାରିଛି ଯେ ତାର ମୃତ୍ୟୁ ଘଟିଛି। ପୋଲିସ ଅଭିଯୁକ୍ତ ମହିଳାଙ୍କୁ ଗିରଫ କରି ତଦନ୍ତ ଆରମ୍ଭ କରିଛି। ପଡ଼ୋଶୀମାନେ ଜଣାଇଛନ୍ତି ଯେ ମହିଳା ଜଣକ ପୂର୍ବରୁ ମଧ୍ୟ ଝିଅକୁ ମାଡ଼ ମାରୁଥିଲେ। ଘଟଣା ଦିନ ପିଲାଟି ଅଚେତ ହୋଇପଡ଼ିବା ପରେ ତାକୁ ଡାକ୍ତରଖାନା ନିଆଯାଇଥିଲା ଯେଉଁଠି ଡାକ୍ତର ତାକୁ ମୃତ ଘୋଷଣା କରିଥିଲେ। ମାନସିକ ଅବସ୍ଥା ପରୀକ୍ଷା ପାଇଁ ମହିଳାଙ୍କୁ ଡାକ୍ତରୀ ପରୀକ୍ଷା କରାଯିବ ବୋଲି ପୋଲିସ ଜଣାଇଛି।: [1179, 1520, 1319, 1736]
story-putin: [808, 91, 1020, 691]
grey-scale-left: [553, 2325, 642, 2337]
story-hadi-dateline: ଢାକା/ଚିଟ୍ଟା,୨୮।୧୨: [170, 1148, 243, 1160]
fursat-right: [747, 1750, 1475, 2080]
fursat-right-headline: ଏଲିଜାବେଥ’ ଅବତାରରେ ହୁମା କୁରେଶୀ: [755, 1751, 1127, 1827]
swatch-yellow-2: [828, 2325, 844, 2337]
yunus-caption: ମହମ୍ମଦ ୟୁନୁସ: [389, 949, 446, 959]
navy-photo-block: [615, 1452, 1174, 1702]
logo-anniversary-number: 52: [51, 28, 83, 59]
fursat-right-col2: ଅଭିନେତ୍ରୀ କହିଛନ୍ତି ଯେ ଏହି ଚରିତ୍ର ପାଇଁ ତାଙ୍କୁ ଅନେକ ପ୍ରସ୍ତୁତି କରିବାକୁ ପଡ଼ିଛି। ଐତିହାସିକ ଚରିତ୍ରକୁ ପରଦାରେ ଜୀବନ୍ତ କରିବା ଏକ ଆହ୍ୱାନ ଥିଲା। ଶୁଟିଂ ଲଣ୍ଡନ ଓ ମୁମ୍ବାଇରେ ସମ୍ପନ୍ନ ହୋଇଛି। ସିରିଜଟି ଆସନ୍ତା ବର୍ଷ ମୁକ୍ତିଲାଭ କରିବ ବୋଲି ନିର୍ମାତା ଜଣାଇଛନ୍ତି।: [980, 1841, 1190, 1911]
swatch-yellow: [680, 2325, 696, 2337]
story-bangladesh: [158, 701, 1172, 1441]
swatch-black: [698, 2325, 714, 2337]
story-election-col1: ବାଂଲାଦେଶରେ ଆଗାମୀ ନିର୍ବାଚନ ପୂର୍ବରୁ ନୂଆ ଗଠିତ ଦଳ ନ୍ୟାସନାଲ ସିଟିଜେନ ପାର୍ଟି (ଏନସିପି)ରେ ଆଭ୍ୟନ୍ତରୀଣ କନ୍ଦଳ ଦେଖାଦେଇଛି। ଦଳର ଜଣେ ବରିଷ୍ଠ ନେତା ଇସ୍ତଫା ଦେଇଥିବା ଜଣାପଡ଼ିଛି।: [675, 1167, 830, 1237]
place-line: ଭୁବନେଶ୍ୱର, ସୋମବାର,: [140, 23, 282, 40]
